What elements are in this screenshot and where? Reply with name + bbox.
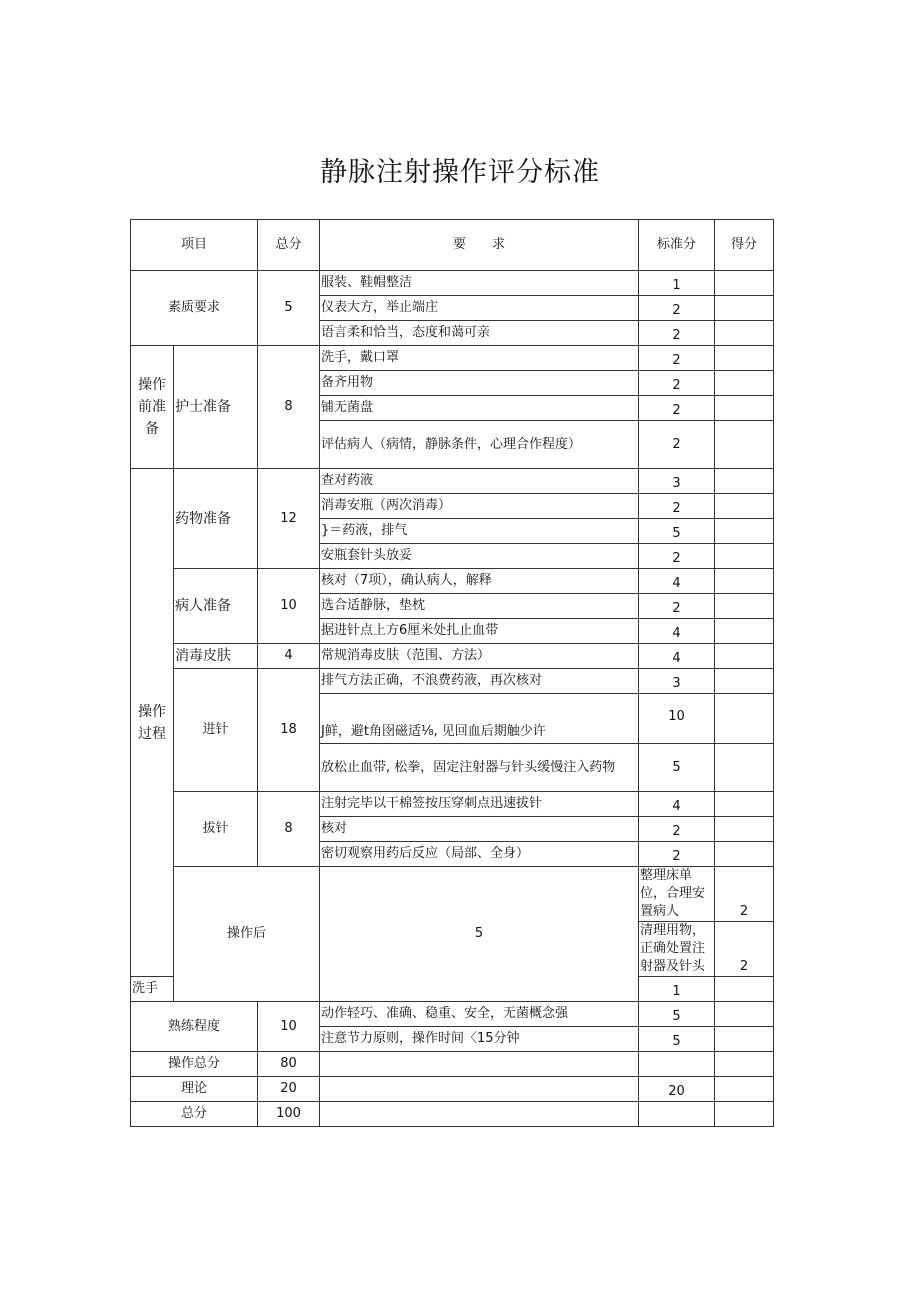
score-cell[interactable] <box>715 792 774 817</box>
standard-cell: 4 <box>639 644 715 669</box>
standard-cell: 2 <box>639 321 715 346</box>
header-requirement: 要 求 <box>320 220 639 271</box>
theory-label: 理论 <box>131 1077 258 1102</box>
pre-group-label: 操作前准备 <box>131 346 174 469</box>
score-cell[interactable] <box>715 842 774 867</box>
score-cell[interactable] <box>715 469 774 494</box>
quality-total: 5 <box>258 271 320 346</box>
requirement-cell: 密切观察用药后反应（局部、全身） <box>320 842 639 867</box>
score-cell[interactable] <box>715 644 774 669</box>
summary-row <box>131 1052 774 1077</box>
standard-cell: 1 <box>639 271 715 296</box>
drug-label: 药物准备 <box>174 469 258 569</box>
standard-cell <box>639 1102 715 1127</box>
quality-label: 素质要求 <box>131 271 258 346</box>
summary-row <box>131 1077 774 1102</box>
requirement-cell: 铺无菌盘 <box>320 396 639 421</box>
requirement-cell: 服装、鞋帽整洁 <box>320 271 639 296</box>
score-cell[interactable] <box>715 371 774 396</box>
standard-cell: 3 <box>639 469 715 494</box>
score-cell[interactable] <box>715 421 774 469</box>
requirement-cell: 语言柔和恰当，态度和蔼可亲 <box>320 321 639 346</box>
requirement-cell <box>320 1052 639 1077</box>
standard-cell: 5 <box>639 1002 715 1027</box>
standard-cell: 2 <box>639 817 715 842</box>
requirement-cell: 安瓶套针头放妥 <box>320 544 639 569</box>
standard-cell: 2 <box>715 922 774 977</box>
standard-cell: 4 <box>639 792 715 817</box>
table-row <box>131 469 774 494</box>
table-row <box>131 867 774 922</box>
requirement-cell: 选合适静脉，垫枕 <box>320 594 639 619</box>
score-cell[interactable] <box>715 669 774 694</box>
score-cell[interactable] <box>715 1002 774 1027</box>
standard-cell: 2 <box>639 494 715 519</box>
grand-total-value: 100 <box>258 1102 320 1127</box>
requirement-cell: 仪表大方，举止端庄 <box>320 296 639 321</box>
requirement-cell: 核对 <box>320 817 639 842</box>
score-cell[interactable] <box>715 1052 774 1077</box>
score-cell[interactable] <box>715 396 774 421</box>
patient-total: 10 <box>258 569 320 644</box>
score-cell[interactable] <box>715 694 774 744</box>
requirement-cell: 放松止血带, 松拳，固定注射器与针头缓慢注入药物 <box>320 744 639 792</box>
standard-cell: 2 <box>639 594 715 619</box>
header-row <box>131 220 774 271</box>
requirement-cell: 洗手 <box>131 977 174 1002</box>
requirement-cell: 据进针点上方6厘米处扎止血带 <box>320 619 639 644</box>
requirement-cell: }＝药液，排气 <box>320 519 639 544</box>
after-label: 操作后 <box>174 867 320 1002</box>
standard-cell: 4 <box>639 619 715 644</box>
standard-cell: 4 <box>639 569 715 594</box>
page-title: 静脉注射操作评分标准 <box>320 157 600 188</box>
score-cell[interactable] <box>715 977 774 1002</box>
header-standard: 标准分 <box>639 220 715 271</box>
standard-cell: 2 <box>639 842 715 867</box>
standard-cell: 2 <box>639 396 715 421</box>
table-row <box>131 1002 774 1027</box>
header-total: 总分 <box>258 220 320 271</box>
standard-cell: 2 <box>639 371 715 396</box>
standard-cell <box>639 1052 715 1077</box>
score-cell[interactable] <box>715 321 774 346</box>
theory-standard: 20 <box>639 1077 715 1102</box>
standard-cell: 2 <box>639 544 715 569</box>
header-score: 得分 <box>715 220 774 271</box>
skill-total: 10 <box>258 1002 320 1052</box>
standard-cell: 5 <box>639 1027 715 1052</box>
summary-row <box>131 1102 774 1127</box>
standard-cell: 5 <box>639 744 715 792</box>
standard-cell: 2 <box>639 296 715 321</box>
header-item: 项目 <box>131 220 258 271</box>
requirement-cell: 消毒安瓶（两次消毒） <box>320 494 639 519</box>
requirement-cell <box>320 1102 639 1127</box>
score-cell[interactable] <box>715 296 774 321</box>
requirement-cell: 洗手，戴口罩 <box>320 346 639 371</box>
score-cell[interactable] <box>715 271 774 296</box>
score-cell[interactable] <box>715 1027 774 1052</box>
pre-total: 8 <box>258 346 320 469</box>
requirement-cell: 核对（7项），确认病人，解释 <box>320 569 639 594</box>
table-row <box>131 346 774 371</box>
standard-cell: 10 <box>639 694 715 744</box>
table-row <box>131 669 774 694</box>
pre-label: 护士准备 <box>174 346 258 469</box>
score-cell[interactable] <box>715 1102 774 1127</box>
score-cell[interactable] <box>715 744 774 792</box>
requirement-cell <box>320 1077 639 1102</box>
insert-label: 进针 <box>174 669 258 792</box>
disinfect-total: 4 <box>258 644 320 669</box>
score-cell[interactable] <box>715 817 774 842</box>
score-cell[interactable] <box>715 619 774 644</box>
score-cell[interactable] <box>715 569 774 594</box>
requirement-cell: 整理床单位，合理安置病人 <box>639 867 715 922</box>
process-group-label: 操作过程 <box>131 469 174 977</box>
scoring-table <box>130 219 774 1127</box>
standard-cell: 2 <box>639 421 715 469</box>
table-row <box>131 644 774 669</box>
withdraw-label: 拔针 <box>174 792 258 867</box>
disinfect-label: 消毒皮肤 <box>174 644 258 669</box>
op-total-value: 80 <box>258 1052 320 1077</box>
withdraw-total: 8 <box>258 792 320 867</box>
op-total-label: 操作总分 <box>131 1052 258 1077</box>
table-row <box>131 271 774 296</box>
score-cell[interactable] <box>715 544 774 569</box>
drug-total: 12 <box>258 469 320 569</box>
after-total: 5 <box>320 867 639 1002</box>
skill-label: 熟练程度 <box>131 1002 258 1052</box>
score-cell[interactable] <box>715 519 774 544</box>
grand-total-label: 总分 <box>131 1102 258 1127</box>
requirement-cell: 常规消毒皮肤（范围、方法） <box>320 644 639 669</box>
requirement-cell: 评估病人（病情，静脉条件，心理合作程度） <box>320 421 639 469</box>
score-cell[interactable] <box>715 346 774 371</box>
requirement-cell: J鲜，避t角囹磁适⅛, 见回血后期触少许 <box>320 694 639 744</box>
standard-cell: 3 <box>639 669 715 694</box>
standard-cell: 5 <box>639 519 715 544</box>
requirement-cell: 注意节力原则，操作时间〈15分钟 <box>320 1027 639 1052</box>
score-cell[interactable] <box>715 494 774 519</box>
requirement-cell: 备齐用物 <box>320 371 639 396</box>
requirement-cell: 排气方法正确，不浪费药液，再次核对 <box>320 669 639 694</box>
table-row <box>131 792 774 817</box>
score-cell[interactable] <box>715 1077 774 1102</box>
patient-label: 病人准备 <box>174 569 258 644</box>
requirement-cell: 查对药液 <box>320 469 639 494</box>
theory-value: 20 <box>258 1077 320 1102</box>
score-cell[interactable] <box>715 594 774 619</box>
standard-cell: 2 <box>639 346 715 371</box>
insert-total: 18 <box>258 669 320 792</box>
standard-cell: 2 <box>715 867 774 922</box>
standard-cell: 1 <box>639 977 715 1002</box>
requirement-cell: 清理用物，正确处置注射器及针头 <box>639 922 715 977</box>
requirement-cell: 注射完毕以干棉签按压穿刺点迅速拔针 <box>320 792 639 817</box>
table-row <box>131 569 774 594</box>
requirement-cell: 动作轻巧、准确、稳重、安全，无菌概念强 <box>320 1002 639 1027</box>
